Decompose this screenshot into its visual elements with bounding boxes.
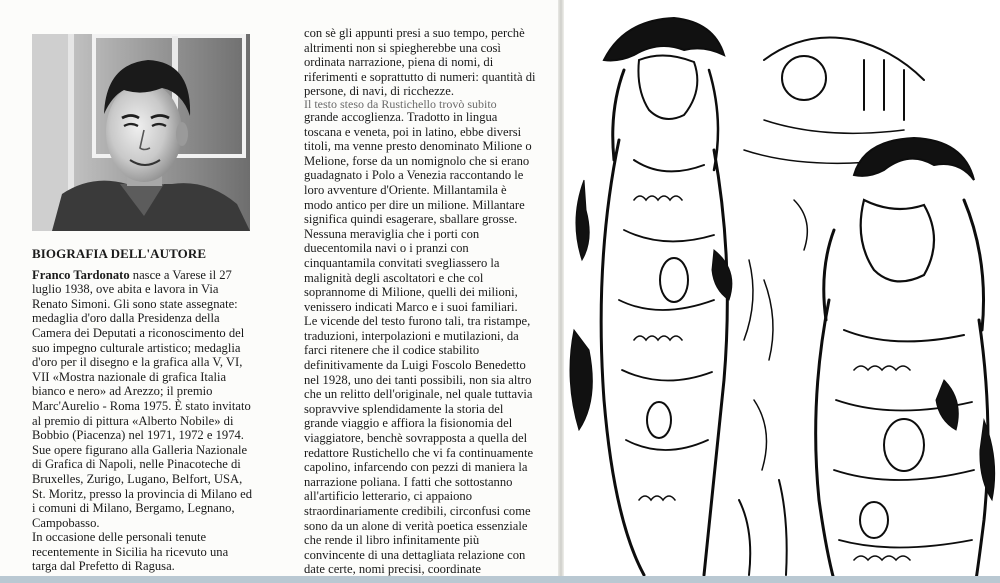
narrative-paragraph-2: grande accoglienza. Tradotto in lingua toscana e veneta, poi in latino, ebbe diversi titoli, ma venne presto denominato Milione o Melione, forse da un nomignolo che si erano guadagnato i Polo a Venezia raccontando le loro avventure d'Oriente. Millantamila è modo antico per dire un milione. Millantare significa quindi esagerare, sballare grosse. Nessuna meraviglia che i porti con duecentomila navi o i pranzi con cinquantamila convitati svegliassero la malignità degli ascoltatori e che col soprannome di Milione, quelli dei milioni, venissero indicati Marco e i suoi familiari.: [304, 109, 532, 314]
narrative-paragraph-1: con sè gli appunti presi a suo tempo, perchè altrimenti non si spiegherebbe una così ordinata narrazione, piena di nomi, di riferimenti e soprattutto di numeri: quantità di persone, di navi, di ricchezze.: [304, 26, 536, 99]
ink-drawing-artwork: [564, 0, 1000, 583]
narrative-paragraph-3: Le vicende del testo furono tali, tra ristampe, traduzioni, interpolazioni e mutilazioni, da farci ritenere che il codice stabilito definitivamente da Luigi Foscolo Benedetto nel 1928, uno dei tanti possibili, non sia altro che un relitto dell'originale, nel quale tuttavia sopravvive splendidamente la storia del grande viaggio e affiora la fisionomia del viaggiatore, benchè sovrapposta a quella del redattore Rustichello che vi fa continuamente capolino, infarcendo con pezzi di maniera la narrazione poliana. I fatti che sottostanno all'artificio letterario, ci appaiono straordinariamente credibili, circonfusi come sono da un alone di verità poetica essenziale che rende il libro infinitamente più convincente di una dettagliata relazione con date certe, nomi precisi, coordinate: [304, 314, 534, 577]
narrative-cut-line: Il testo steso da Rustichello trovò subito: [304, 98, 497, 110]
author-portrait-image: [32, 34, 250, 231]
author-name: Franco Tardonato: [32, 267, 130, 282]
biography-text-3: In occasione delle personali tenute recentemente in Sicilia ha ricevuto una targa dal Prefetto di Ragusa.: [32, 530, 229, 574]
scan-bottom-edge: [0, 576, 1000, 583]
biography-column: [32, 247, 254, 574]
right-page: [564, 0, 1000, 583]
narrative-column: [304, 26, 536, 577]
biography-text-2: Sue opere figurano alla Galleria Nazionale di Grafica di Napoli, nelle Pinacoteche di Bruxelles, Zurigo, Lugano, Belfort, USA, St. Moritz, presso la provincia di Milano ed i comuni di Milano, Bergamo, Legnano, Campobasso.: [32, 442, 253, 530]
biography-heading: BIOGRAFIA DELL'AUTORE: [32, 246, 207, 261]
biography-paragraph: [32, 268, 254, 443]
biography-text-1: nasce a Varese il 27 luglio 1938, ove abita e lavora in Via Renato Simoni. Gli sono state assegnate: medaglia d'oro dalla Presidenza della Camera dei Deputati a riconoscimento del suo impegno culturale artistico; medaglia d'oro per il disegno e la grafica alla V, VI, VII «Mostra nazionale di grafica Italia bianco e nero» ad Arezzo; il premio Marc'Aurelio - Roma 1975. È stato invitato al premio di pittura «Alberto Nobile» di Bobbio (Piacenza) nel 1971, 1972 e 1974.: [32, 267, 251, 443]
author-photo: [32, 34, 250, 231]
